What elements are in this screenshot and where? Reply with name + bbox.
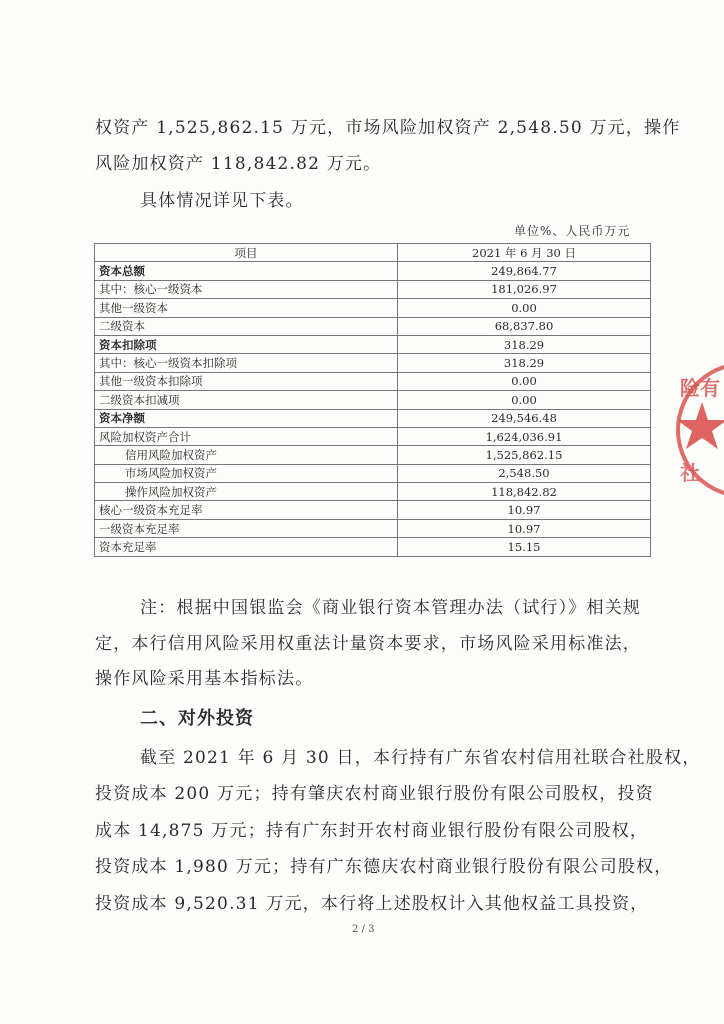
table-row [95, 354, 651, 372]
table-row [95, 446, 651, 464]
row-label: 信用风险加权资产 [95, 446, 398, 464]
paragraph-line: 具体情况详见下表。 [140, 191, 304, 211]
investment-line: 投资成本 1,980 万元；持有广东德庆农村商业银行股份有限公司股权， [95, 857, 673, 877]
table-row [95, 299, 651, 317]
page-number: 2 / 3 [352, 924, 375, 935]
investment-line: 截至 2021 年 6 月 30 日，本行持有广东省农村信用社联合社股权， [140, 748, 701, 768]
row-value: 2,548.50 [398, 464, 651, 482]
row-value: 318.29 [398, 335, 651, 353]
table-row [95, 335, 651, 353]
row-value: 318.29 [398, 354, 651, 372]
header-date: 2021 年 6 月 30 日 [398, 244, 651, 262]
row-label: 二级资本扣减项 [95, 391, 398, 409]
table-unit-label: 单位%、人民币万元 [514, 224, 631, 238]
seal-stamp-icon [672, 340, 724, 520]
table-row [95, 372, 651, 390]
table-row [95, 501, 651, 519]
svg-text:社: 社 [680, 461, 700, 485]
note-line: 注：根据中国银监会《商业银行资本管理办法（试行）》相关规 [140, 598, 642, 618]
investment-line: 成本 14,875 万元；持有广东封开农村商业银行股份有限公司股权， [95, 821, 649, 841]
row-value: 1,624,036.91 [398, 427, 651, 445]
row-label: 操作风险加权资产 [95, 483, 398, 501]
row-label: 其中：核心一级资本扣除项 [95, 354, 398, 372]
row-value: 1,525,862.15 [398, 446, 651, 464]
table-row [95, 391, 651, 409]
capital-adequacy-table [94, 243, 651, 557]
table-row [95, 519, 651, 537]
section-heading: 二、对外投资 [140, 708, 254, 729]
row-label: 资本充足率 [95, 538, 398, 556]
official-seal-stamp [672, 340, 724, 520]
paragraph-line: 权资产 1,525,862.15 万元，市场风险加权资产 2,548.50 万元，操作 [95, 118, 681, 138]
row-value: 0.00 [398, 372, 651, 390]
row-label: 其中：核心一级资本 [95, 280, 398, 298]
table-row [95, 262, 651, 280]
row-value: 68,837.80 [398, 317, 651, 335]
row-label: 核心一级资本充足率 [95, 501, 398, 519]
header-item: 项目 [95, 244, 398, 262]
row-label: 资本总额 [95, 262, 398, 280]
row-value: 249,864.77 [398, 262, 651, 280]
row-label: 风险加权资产合计 [95, 427, 398, 445]
row-value: 249,546.48 [398, 409, 651, 427]
investment-line: 投资成本 200 万元；持有肇庆农村商业银行股份有限公司股权，投资 [95, 784, 654, 804]
svg-text:险有: 险有 [680, 376, 720, 400]
table-header-row [95, 244, 651, 262]
row-label: 一级资本充足率 [95, 519, 398, 537]
table-row [95, 483, 651, 501]
row-label: 资本净额 [95, 409, 398, 427]
table-row [95, 427, 651, 445]
table-row [95, 538, 651, 556]
table-row [95, 464, 651, 482]
note-line: 定，本行信用风险采用权重法计量资本要求，市场风险采用标准法， [95, 634, 641, 654]
row-value: 15.15 [398, 538, 651, 556]
table-row [95, 409, 651, 427]
row-value: 118,842.82 [398, 483, 651, 501]
row-label: 其他一级资本 [95, 299, 398, 317]
row-value: 10.97 [398, 519, 651, 537]
row-value: 0.00 [398, 299, 651, 317]
row-label: 市场风险加权资产 [95, 464, 398, 482]
table-row [95, 317, 651, 335]
row-value: 181,026.97 [398, 280, 651, 298]
row-label: 二级资本 [95, 317, 398, 335]
row-value: 0.00 [398, 391, 651, 409]
note-line: 操作风险采用基本指标法。 [95, 669, 314, 689]
table-row [95, 280, 651, 298]
row-label: 资本扣除项 [95, 335, 398, 353]
row-value: 10.97 [398, 501, 651, 519]
investment-line: 投资成本 9,520.31 万元，本行将上述股权计入其他权益工具投资， [95, 894, 649, 914]
row-label: 其他一级资本扣除项 [95, 372, 398, 390]
paragraph-line: 风险加权资产 118,842.82 万元。 [95, 154, 382, 174]
